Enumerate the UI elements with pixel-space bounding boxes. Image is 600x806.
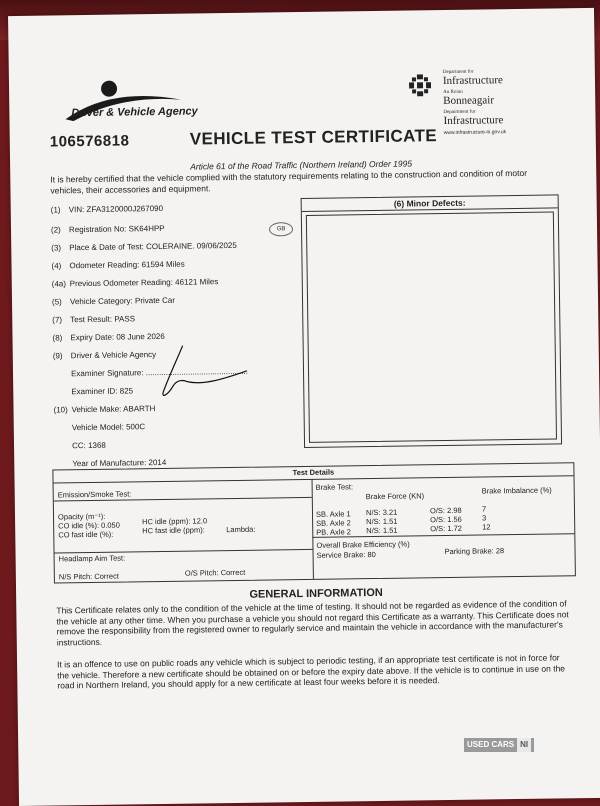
examiner-signature-icon <box>143 341 254 403</box>
field-row: Examiner Signature: .............................................. <box>70 366 249 379</box>
minor-defects-area <box>306 211 557 442</box>
field-row: (5) Vehicle Category: Private Car <box>51 295 176 307</box>
watermark-main: USED CARS <box>467 740 515 749</box>
axle-os: O/S: 1.72 <box>430 523 462 534</box>
general-info-paragraph-1: This Certificate relates only to the condition of the vehicle at the time of testing. It should not be regarded as evidence of the condition of the vehicle at any other time. When you purchase a vehicle you should not regard this Certificate as a warranty. This Certificate does not remove the responsibility from the registered owner to regularly service and maintain the vehicle in accordance with the manufacturer's instructions. <box>56 598 569 647</box>
test-details-title: Test Details <box>53 463 573 483</box>
ulster-name: Bonneagair <box>443 94 495 108</box>
brake-force-header: Brake Force (KN) <box>365 491 425 502</box>
dept-url: www.infrastructure-ni.gov.uk <box>443 129 507 137</box>
ulster2-small-text: Depairtment fur <box>443 109 476 116</box>
field-row: (10) Vehicle Make: ABARTH <box>53 404 156 415</box>
field-row: (8) Expiry Date: 08 June 2026 <box>52 331 165 343</box>
ns-pitch: N/S Pitch: Correct <box>58 571 119 582</box>
efficiency-title: Overall Brake Efficiency (%) <box>316 539 410 550</box>
minor-defects-title: (6) Minor Defects: <box>302 195 558 212</box>
watermark-badge <box>464 738 534 752</box>
axle-label: SB. Axle 1 <box>315 509 351 519</box>
hc-fast-idle: HC fast idle (ppm): <box>142 525 205 536</box>
field-row: Vehicle Model: 500C <box>71 422 146 433</box>
dva-logo-icon <box>51 71 212 129</box>
article-reference: Article 61 of the Road Traffic (Northern Ireland) Order 1995 <box>190 158 413 172</box>
field-row: (2) Registration No: SK64HPP <box>50 223 165 235</box>
general-info-paragraph-2: It is an offence to use on public roads any vehicle which is subject to periodic testing, if an appropriate test certificate is not in force for the vehicle. Therefore a new certificate should be obtained on or before the expiry date above. If the vehicle is to continue in use on the road in Northern Ireland, you should apply for a new certificate at least four weeks before it is needed. <box>57 652 566 691</box>
watermark-suffix: NI <box>517 738 531 752</box>
hc-idle: HC idle (ppm): 12.0 <box>142 516 208 527</box>
axle-imbalance: 7 <box>481 504 487 514</box>
axle-imbalance: 3 <box>482 513 487 523</box>
os-pitch: O/S Pitch: Correct <box>184 567 246 578</box>
gb-badge: GB <box>269 222 293 236</box>
minor-defects-box <box>301 194 562 448</box>
service-brake: Service Brake: 80 <box>316 550 376 560</box>
emission-title: Emission/Smoke Test: <box>57 489 132 500</box>
axle-os: O/S: 1.56 <box>430 514 462 525</box>
axle-ns: N/S: 1.51 <box>366 516 398 527</box>
dept-crest-icon <box>409 74 431 96</box>
axle-ns: N/S: 3.21 <box>365 507 398 518</box>
axle-ns: N/S: 1.51 <box>366 525 398 536</box>
general-info-title: GENERAL INFORMATION <box>249 586 383 601</box>
divider <box>312 479 314 579</box>
agency-name: Driver & Vehicle Agency <box>71 105 198 120</box>
dept-small-text: Department for <box>442 69 474 76</box>
parking-brake: Parking Brake: 28 <box>444 546 505 557</box>
dept-name: Infrastructure <box>442 74 503 88</box>
co-fast-idle: CO fast idle (%): <box>58 529 114 540</box>
field-row: Examiner ID: 825 <box>71 386 134 397</box>
field-row: (4) Odometer Reading: 61594 Miles <box>51 259 185 271</box>
ulster-small-text: An Roinn <box>443 89 463 96</box>
field-row: (1) VIN: ZFA3120000J267090 <box>50 203 164 215</box>
field-row: (7) Test Result: PASS <box>52 314 136 325</box>
divider <box>55 549 313 554</box>
lambda: Lambda: <box>226 524 256 535</box>
axle-os: O/S: 2.98 <box>429 505 462 516</box>
divider <box>312 533 574 538</box>
field-row: CC: 1368 <box>71 440 106 451</box>
ulster2-name: Infrastructure <box>443 114 504 128</box>
certificate-intro: It is hereby certified that the vehicle complied with the statutory requirements relating to the construction and condition of motor vehicles, their accessories and equipment. <box>50 167 528 196</box>
brake-imbalance-header: Brake Imbalance (%) <box>481 485 552 496</box>
field-row: (9) Driver & Vehicle Agency <box>52 350 157 361</box>
co-idle: CO idle (%): 0.050 <box>58 520 120 531</box>
certificate-title: VEHICLE TEST CERTIFICATE <box>189 126 438 149</box>
certificate-paper <box>8 8 600 806</box>
field-row: Year of Manufacture: 2014 <box>72 457 167 469</box>
axle-label: SB. Axle 2 <box>316 518 351 528</box>
headlamp-title: Headlamp Aim Test: <box>58 553 126 564</box>
test-details-table <box>52 462 576 583</box>
brake-title: Brake Test: <box>315 482 354 492</box>
field-row: (4a) Previous Odometer Reading: 46121 Miles <box>51 277 219 289</box>
field-row: (3) Place & Date of Test: COLERAINE. 09/06/2025 <box>51 240 237 253</box>
axle-label: PB. Axle 2 <box>316 527 351 537</box>
certificate-number: 106576818 <box>49 132 130 151</box>
axle-imbalance: 12 <box>482 522 491 532</box>
opacity: Opacity (m⁻¹): <box>57 511 106 522</box>
general-information <box>56 584 576 691</box>
